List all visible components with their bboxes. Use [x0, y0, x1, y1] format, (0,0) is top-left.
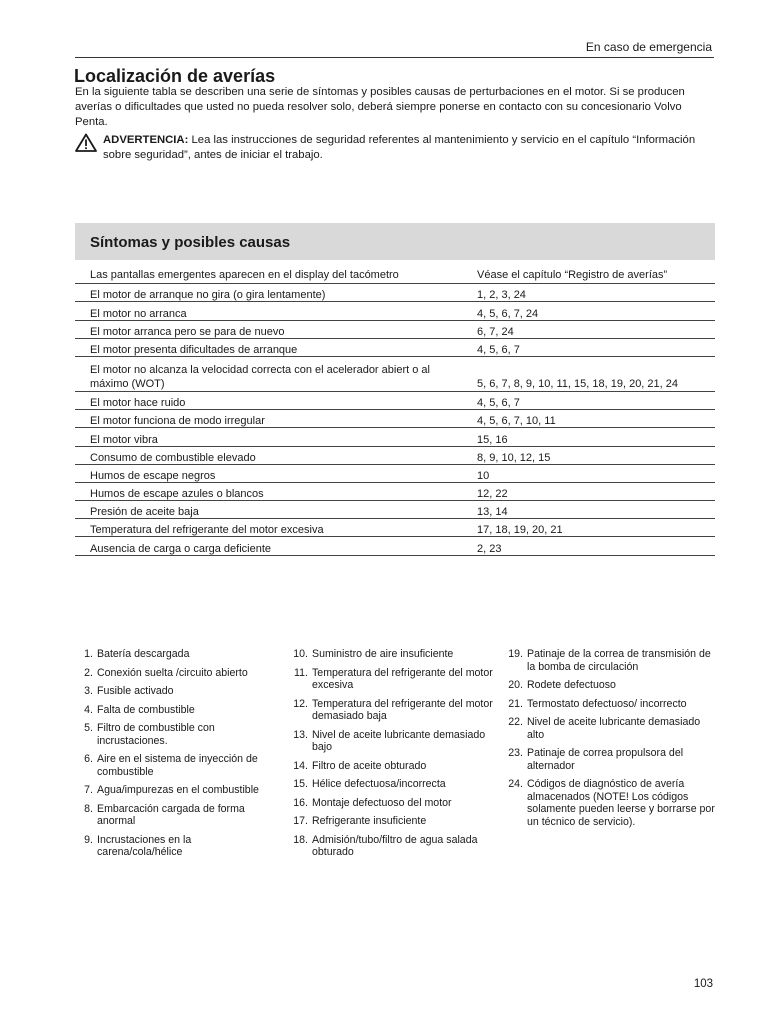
reference-cell: 4, 5, 6, 7: [462, 391, 715, 409]
intro-paragraph: En la siguiente tabla se describen una serie de síntomas y posibles causas de perturbaciones en el motor. Si se producen averías o dificultades que usted no pueda resolver solo, deberá siempre ponerse en contacto con su concesionario Volvo Penta.: [75, 86, 685, 128]
list-item-text: Códigos de diagnóstico de avería almacenados (NOTE! Los códigos solamente pueden leerse y borrarse por un técnico de servicio).: [527, 778, 715, 828]
table-row: [75, 501, 715, 519]
reference-cell: 6, 7, 24: [462, 320, 715, 338]
list-item: [75, 667, 275, 680]
page-title: Localización de averías: [74, 66, 276, 86]
symptom-cell: Ausencia de carga o carga deficiente: [75, 537, 462, 555]
list-item: [505, 716, 717, 741]
symptom-cell: El motor no arranca: [75, 302, 462, 320]
list-item: [290, 667, 495, 692]
list-item: [290, 760, 495, 773]
list-item-number: 5.: [84, 722, 93, 734]
causes-list-column-3: [505, 648, 717, 834]
symptoms-heading: Síntomas y posibles causas: [90, 234, 291, 251]
table-row: [75, 284, 715, 302]
list-item-text: Aire en el sistema de inyección de combustible: [97, 753, 258, 778]
reference-cell: 1, 2, 3, 24: [462, 284, 715, 302]
list-item-number: 19.: [508, 648, 523, 660]
reference-cell: 4, 5, 6, 7: [462, 338, 715, 356]
warning-body: Lea las instrucciones de seguridad referentes al mantenimiento y servicio en el capítulo “Información sobre seguridad”, antes de iniciar el trabajo.: [103, 134, 696, 161]
reference-cell: 4, 5, 6, 7, 24: [462, 302, 715, 320]
list-item: [505, 679, 717, 692]
list-item-text: Agua/impurezas en el combustible: [97, 784, 259, 796]
list-item-number: 15.: [293, 778, 308, 790]
table-header-symptom: Las pantallas emergentes aparecen en el display del tacómetro: [75, 264, 462, 284]
list-item-text: Suministro de aire insuficiente: [312, 648, 454, 660]
list-item-text: Nivel de aceite lubricante demasiado bajo: [312, 728, 486, 753]
reference-cell: 13, 14: [462, 501, 715, 519]
list-item: [75, 685, 275, 698]
list-item-text: Hélice defectuosa/incorrecta: [312, 778, 446, 790]
list-item-text: Rodete defectuoso: [527, 679, 616, 691]
list-item-text: Incrustaciones en la carena/cola/hélice: [97, 833, 192, 858]
list-item-number: 14.: [293, 759, 308, 772]
list-item-number: 10.: [293, 648, 308, 660]
list-item-number: 11.: [294, 666, 308, 679]
symptom-cell: El motor vibra: [75, 428, 462, 446]
list-item-text: Conexión suelta /circuito abierto: [97, 666, 248, 679]
list-item-number: 6.: [84, 753, 93, 765]
list-item-number: 16.: [293, 796, 308, 809]
list-item-text: Nivel de aceite lubricante demasiado alto: [527, 716, 701, 741]
running-header: En caso de emergencia: [585, 40, 712, 54]
warning-notice: [75, 133, 715, 163]
list-item: [75, 648, 275, 661]
list-item-text: Temperatura del refrigerante del motor excesiva: [312, 666, 493, 691]
list-item-text: Falta de combustible: [97, 703, 195, 716]
list-item-text: Patinaje de la correa de transmisión de la bomba de circulación: [527, 648, 711, 673]
list-item: [290, 729, 495, 754]
list-item-number: 7.: [84, 784, 93, 796]
list-item-number: 18.: [293, 833, 308, 846]
causes-list-column-1: [75, 648, 275, 865]
list-item-text: Filtro de combustible con incrustaciones.: [97, 722, 215, 747]
reference-cell: 15, 16: [462, 428, 715, 446]
reference-cell: 17, 18, 19, 20, 21: [462, 519, 715, 537]
symptom-cell: El motor hace ruido: [75, 391, 462, 409]
symptom-cell: Presión de aceite baja: [75, 501, 462, 519]
table-row: [75, 428, 715, 446]
list-item-text: Fusible activado: [97, 685, 174, 697]
list-item-number: 23.: [508, 747, 523, 759]
symptoms-heading-box: [75, 223, 715, 260]
list-item-text: Admisión/tubo/filtro de agua salada obturado: [312, 833, 478, 858]
table-row: [75, 464, 715, 482]
list-item: [75, 704, 275, 717]
list-item: [290, 834, 495, 859]
symptom-cell: El motor de arranque no gira (o gira lentamente): [75, 284, 462, 302]
table-row: [75, 338, 715, 356]
warning-text: [103, 133, 715, 163]
table-row: [75, 519, 715, 537]
reference-cell: 10: [462, 464, 715, 482]
list-item-number: 24.: [508, 778, 523, 790]
reference-cell: 2, 23: [462, 537, 715, 555]
list-item-text: Termostato defectuoso/ incorrecto: [527, 697, 687, 710]
list-item-text: Temperatura del refrigerante del motor demasiado baja: [312, 697, 493, 722]
list-item-number: 4.: [84, 703, 93, 716]
symptom-cell: Consumo de combustible elevado: [75, 446, 462, 464]
list-item-number: 22.: [508, 716, 523, 728]
table-row: [75, 410, 715, 428]
list-item-text: Filtro de aceite obturado: [312, 759, 427, 772]
table-row: [75, 482, 715, 500]
list-item: [75, 753, 275, 778]
symptom-cell: Humos de escape negros: [75, 464, 462, 482]
list-item-number: 8.: [84, 802, 93, 815]
reference-cell: 4, 5, 6, 7, 10, 11: [462, 410, 715, 428]
list-item-number: 12.: [293, 697, 308, 710]
list-item: [75, 803, 275, 828]
list-item: [75, 784, 275, 797]
list-item-number: 9.: [84, 833, 93, 846]
table-header-row: [75, 264, 715, 284]
table-header-reference: Véase el capítulo “Registro de averías”: [462, 264, 715, 284]
warning-triangle-icon: [75, 133, 97, 152]
header-rule: [75, 57, 714, 58]
list-item-number: 13.: [293, 728, 308, 741]
symptom-cell: El motor no alcanza la velocidad correcta con el acelerador abiert o al máximo (WOT): [75, 356, 462, 391]
list-item-text: Refrigerante insuficiente: [312, 815, 427, 827]
list-item-number: 17.: [293, 815, 308, 827]
table-row: [75, 537, 715, 555]
symptom-cell: Temperatura del refrigerante del motor excesiva: [75, 519, 462, 537]
symptom-cell: El motor arranca pero se para de nuevo: [75, 320, 462, 338]
list-item: [75, 834, 275, 859]
list-item-number: 1.: [84, 648, 93, 660]
table-row: [75, 302, 715, 320]
list-item-text: Embarcación cargada de forma anormal: [97, 802, 245, 827]
reference-cell: 12, 22: [462, 482, 715, 500]
reference-cell: 5, 6, 7, 8, 9, 10, 11, 15, 18, 19, 20, 21, 24: [462, 356, 715, 391]
page-number: 103: [693, 978, 713, 990]
list-item: [290, 815, 495, 828]
table-body: [75, 284, 715, 555]
list-item-number: 2.: [84, 666, 93, 679]
list-item: [505, 778, 717, 828]
table-row: [75, 446, 715, 464]
symptom-cell: Humos de escape azules o blancos: [75, 482, 462, 500]
table-row: [75, 391, 715, 409]
list-item-text: Batería descargada: [97, 648, 190, 660]
list-item-number: 21.: [508, 697, 523, 710]
warning-label: ADVERTENCIA:: [103, 134, 189, 146]
symptoms-table: [75, 264, 715, 556]
list-item-text: Montaje defectuoso del motor: [312, 796, 452, 809]
list-item-number: 20.: [508, 679, 523, 691]
symptom-cell: El motor presenta dificultades de arranque: [75, 338, 462, 356]
list-item: [505, 698, 717, 711]
table-row: [75, 356, 715, 391]
list-item: [290, 778, 495, 791]
symptom-cell: El motor funciona de modo irregular: [75, 410, 462, 428]
list-item: [290, 797, 495, 810]
list-item-text: Patinaje de correa propulsora del alternador: [527, 747, 684, 772]
causes-list-column-2: [290, 648, 495, 865]
table-row: [75, 320, 715, 338]
list-item: [290, 698, 495, 723]
list-item-number: 3.: [84, 685, 93, 697]
reference-cell: 8, 9, 10, 12, 15: [462, 446, 715, 464]
list-item: [505, 648, 717, 673]
list-item: [290, 648, 495, 661]
list-item: [75, 722, 275, 747]
list-item: [505, 747, 717, 772]
